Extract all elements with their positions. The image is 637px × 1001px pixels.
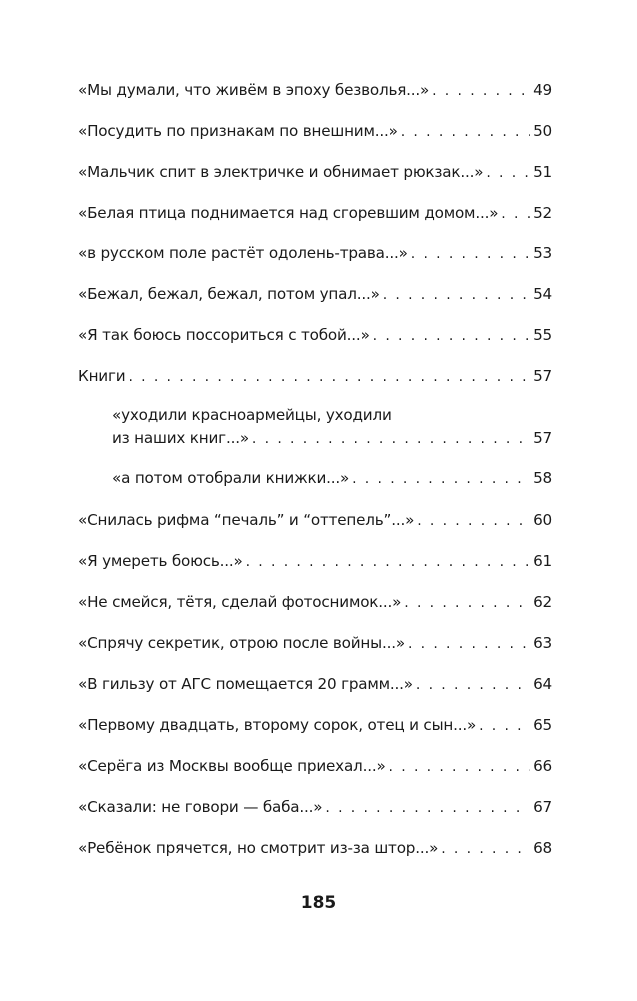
toc-entry[interactable] [78, 510, 552, 531]
toc-entry[interactable] [78, 243, 552, 264]
toc-entry-title: «В гильзу от АГС помещается 20 грамм...» [78, 675, 413, 693]
dot-leader [408, 634, 530, 654]
toc-entry-title: «Не смейся, тётя, сделай фотоснимок...» [78, 593, 402, 611]
toc-entry-title: «Сказали: не говори — баба...» [78, 798, 323, 816]
page-number: 185 [300, 893, 337, 913]
toc-subentry[interactable] [112, 428, 552, 449]
dot-leader [401, 122, 530, 142]
toc-entry-page: 52 [533, 204, 552, 222]
toc-entry-title: «Я так боюсь поссориться с тобой...» [78, 326, 370, 344]
toc-entry[interactable] [78, 203, 552, 224]
toc-subentry-title-line1[interactable]: «уходили красноармейцы, уходили [112, 406, 392, 424]
dot-leader [486, 163, 530, 183]
toc-subentry[interactable] [112, 468, 552, 489]
dot-leader [352, 469, 530, 489]
dot-leader [246, 552, 530, 572]
toc-entry-title: «Посудить по признакам по внешним...» [78, 122, 398, 140]
toc-entry-page: 66 [533, 757, 552, 775]
toc-entry-page: 55 [533, 326, 552, 344]
toc-subentry-title-line2: из наших книг...» [112, 429, 249, 447]
dot-leader [404, 593, 530, 613]
toc-section-entry[interactable] [78, 366, 552, 387]
toc-entry-page: 49 [533, 81, 552, 99]
toc-entry[interactable] [78, 797, 552, 818]
toc-entry-page: 64 [533, 675, 552, 693]
toc-entry[interactable] [78, 284, 552, 305]
toc-entry-title: «Серёга из Москвы вообще приехал...» [78, 757, 386, 775]
dot-leader [417, 511, 530, 531]
toc-entry[interactable] [78, 838, 552, 859]
toc-section-title: Книги [78, 367, 126, 385]
toc-entry[interactable] [78, 80, 552, 101]
toc-entry-title: «Ребёнок прячется, но смотрит из-за штор...» [78, 839, 439, 857]
toc-entry-page: 51 [533, 163, 552, 181]
dot-leader [373, 326, 530, 346]
toc-entry[interactable] [78, 715, 552, 736]
toc-entry-title: «Снилась рифма “печаль” и “оттепель”...» [78, 511, 415, 529]
toc-entry-page: 61 [533, 552, 552, 570]
dot-leader [383, 285, 530, 305]
toc-entry-page: 50 [533, 122, 552, 140]
toc-entry-title: «Мальчик спит в электричке и обнимает рюкзак...» [78, 163, 484, 181]
dot-leader [128, 367, 530, 387]
toc-entry-page: 57 [533, 367, 552, 385]
toc-entry[interactable] [78, 121, 552, 142]
toc-entry[interactable] [78, 162, 552, 183]
toc-entry-title: «в русском поле растёт одолень-трава...» [78, 244, 408, 262]
toc-entry-title: «Мы думали, что живём в эпоху безволья...» [78, 81, 430, 99]
toc-entry-page: 68 [533, 839, 552, 857]
toc-entry-page: 63 [533, 634, 552, 652]
toc-entry-page: 67 [533, 798, 552, 816]
dot-leader [432, 81, 530, 101]
toc-entry-title: «Бежал, бежал, бежал, потом упал...» [78, 285, 380, 303]
dot-leader [389, 757, 531, 777]
toc-entry[interactable] [78, 756, 552, 777]
dot-leader [325, 798, 530, 818]
toc-entry-page: 65 [533, 716, 552, 734]
toc-entry[interactable] [78, 633, 552, 654]
toc-entry-title: «Я умереть боюсь...» [78, 552, 243, 570]
dot-leader [252, 429, 530, 449]
toc-entry-page: 53 [533, 244, 552, 262]
toc-entry[interactable] [78, 325, 552, 346]
dot-leader [411, 244, 530, 264]
toc-entry[interactable] [78, 551, 552, 572]
toc-entry-title: «Спрячу секретик, отрою после войны...» [78, 634, 405, 652]
toc-subentry-title: «а потом отобрали книжки...» [112, 469, 350, 487]
toc-entry-title: «Белая птица поднимается над сгоревшим домом...» [78, 204, 499, 222]
toc-entry-page: 62 [533, 593, 552, 611]
toc-entry-page: 57 [533, 429, 552, 447]
dot-leader [479, 716, 530, 736]
dot-leader [441, 839, 530, 859]
toc-entry-page: 58 [533, 469, 552, 487]
toc-entry-page: 54 [533, 285, 552, 303]
toc-entry[interactable] [78, 674, 552, 695]
toc-entry-page: 60 [533, 511, 552, 529]
toc-entry-title: «Первому двадцать, второму сорок, отец и сын...» [78, 716, 477, 734]
dot-leader [501, 204, 530, 224]
toc-entry[interactable] [78, 592, 552, 613]
dot-leader [416, 675, 530, 695]
